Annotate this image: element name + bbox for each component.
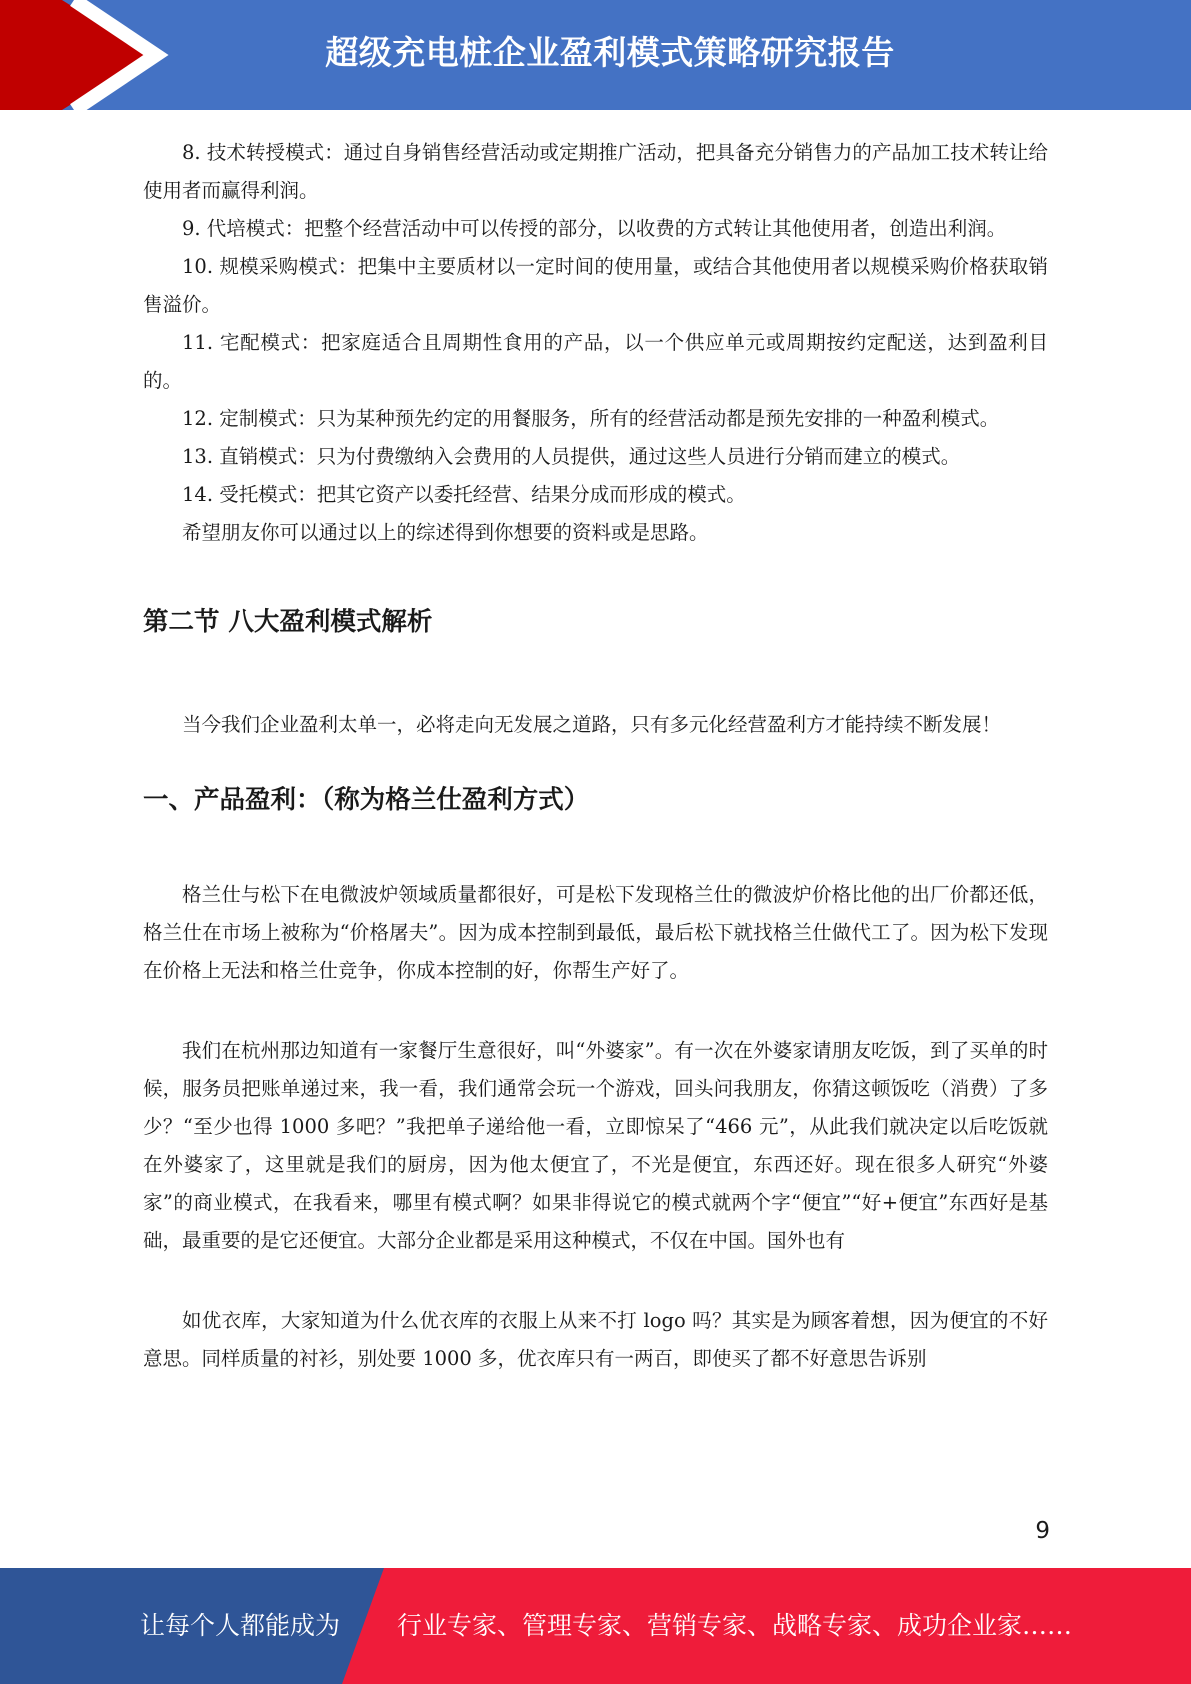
footer-slogan-right: 行业专家、管理专家、营销专家、战略专家、成功企业家…… bbox=[397, 1611, 1073, 1640]
footer-slogan-left: 让每个人都能成为 bbox=[140, 1611, 341, 1640]
mode-item-11: 11. 宅配模式：把家庭适合且周期性食用的产品，以一个供应单元或周期按约定配送，达到盈利目的。 bbox=[143, 331, 1048, 392]
mode-item-12: 12. 定制模式：只为某种预先约定的用餐服务，所有的经营活动都是预先安排的一种盈利模式。 bbox=[182, 407, 1000, 430]
paragraph-uniqlo: 如优衣库，大家知道为什么优衣库的衣服上从来不打 logo 吗？其实是为顾客着想，因为便宜的不好意思。同样质量的衬衫，别处要 1000 多，优衣库只有一两百，即使买了都不好意思告诉别 bbox=[143, 1309, 1048, 1370]
closing-remark: 希望朋友你可以通过以上的综述得到你想要的资料或是思路。 bbox=[182, 521, 709, 544]
subsection-heading: 一、产品盈利：（称为格兰仕盈利方式） bbox=[143, 785, 590, 815]
section-intro: 当今我们企业盈利太单一，必将走向无发展之道路，只有多元化经营盈利方才能持续不断发展！ bbox=[182, 713, 1002, 736]
page-number: 9 bbox=[1035, 1518, 1050, 1544]
paragraph-galanz: 格兰仕与松下在电微波炉领域质量都很好，可是松下发现格兰仕的微波炉价格比他的出厂价都还低，格兰仕在市场上被称为“价格屠夫”。因为成本控制到最低，最后松下就找格兰仕做代工了。因为松下发现在价格上无法和格兰仕竞争，你成本控制的好，你帮生产好了。 bbox=[143, 883, 1048, 982]
page-header bbox=[0, 0, 1191, 110]
report-title: 超级充电桩企业盈利模式策略研究报告 bbox=[325, 33, 895, 72]
mode-item-13: 13. 直销模式：只为付费缴纳入会费用的人员提供，通过这些人员进行分销而建立的模式。 bbox=[182, 445, 961, 468]
section-heading: 第二节 八大盈利模式解析 bbox=[143, 607, 433, 637]
mode-item-14: 14. 受托模式：把其它资产以委托经营、结果分成而形成的模式。 bbox=[182, 483, 746, 506]
paragraph-waipojia: 我们在杭州那边知道有一家餐厅生意很好，叫“外婆家”。有一次在外婆家请朋友吃饭，到了买单的时候，服务员把账单递过来，我一看，我们通常会玩一个游戏，回头问我朋友，你猜这顿饭吃（消费）了多少？“至少也得 1000 多吧？”我把单子递给他一看，立即惊呆了“466 元”，从此我们就决定以后吃饭就在外婆家了，这里就是我们的厨房，因为他太便宜了，不光是便宜，东西还好。现在很多人研究“外婆家”的商业模式，在我看来，哪里有模式啊？如果非得说它的模式就两个字“便宜”“好+便宜”东西好是基础，最重要的是它还便宜。大部分企业都是采用这种模式，不仅在中国。国外也有 bbox=[143, 1039, 1048, 1252]
page-body bbox=[143, 134, 1048, 1378]
mode-item-9: 9. 代培模式：把整个经营活动中可以传授的部分，以收费的方式转让其他使用者，创造出利润。 bbox=[182, 217, 1007, 240]
page-footer bbox=[0, 1568, 1191, 1684]
mode-item-10: 10. 规模采购模式：把集中主要质材以一定时间的使用量，或结合其他使用者以规模采购价格获取销售溢价。 bbox=[143, 255, 1048, 316]
mode-item-8: 8. 技术转授模式：通过自身销售经营活动或定期推广活动，把具备充分销售力的产品加工技术转让给使用者而赢得利润。 bbox=[143, 141, 1048, 202]
